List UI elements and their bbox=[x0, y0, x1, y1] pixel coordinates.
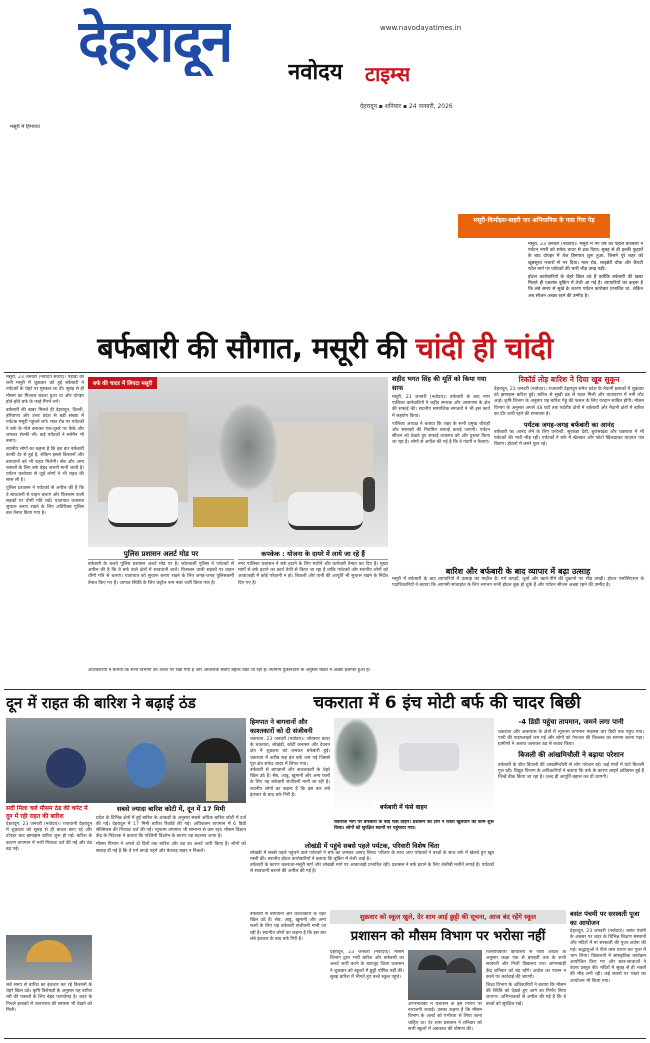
center-right-story bbox=[392, 375, 490, 565]
business-title: बारिश और बर्फबारी के बाद व्यापार में बढ़ा उत्साह bbox=[445, 567, 591, 576]
orange-callout bbox=[458, 214, 610, 238]
center-right-para: पालिका अध्यक्ष ने बताया कि शहर के सभी प्रमुख चौराहों और स्मारकों की नियमित सफाई कराई जाएगी। पर्यटन सीजन को देखते हुए सफाई व्यवस्था को और दुरुस्त किया जा रहा है। लोगों से अपील की गई है कि वे गंदगी न फैलाएं। bbox=[392, 421, 490, 446]
business-text: मसूरी में बर्फबारी के बाद व्यापारियों में उत्साह का माहौल है। गर्म कपड़ों, जूतों और खाने-पीने की दुकानों पर भीड़ उमड़ी। होटल एसोसिएशन के पदाधिकारियों ने बताया कि आगामी सप्ताहांत के लिए लगभग सभी होटल बुक हो चुके हैं और पर्यटन सीजन अच्छा रहने की उम्मीद है। bbox=[392, 577, 644, 589]
section2-left-headline: दून में राहत की बारिश ने बढ़ाई ठंड bbox=[6, 694, 196, 712]
jeep-window bbox=[30, 185, 110, 230]
section2-right-para2: बर्फबारी के कारण चकराता-मसूरी मार्ग और लोखंडी मार्ग पर आवाजाही प्रभावित रही। प्रशासन ने बर्फ हटाने के लिए जेसीबी मशीनें लगाई हैं। पर्यटकों से सावधानी बरतने की अपील की गई है। bbox=[250, 862, 494, 875]
car bbox=[288, 492, 363, 530]
police-box-text: बर्फबारी के चलते पुलिस प्रशासन अलर्ट मोड पर है। कोतवाली पुलिस ने पर्यटकों से अपील की है कि वे बर्फ वाले क्षेत्रों में सावधानी बरतें। फिसलन वाली सड़कों पर वाहन धीमी गति से चलाएं। यातायात को सुचारू बनाए रखने के लिए जगह-जगह पुलिसकर्मी तैनात किए गए हैं। आपात स्थिति के लिए कंट्रोल रूम नंबर जारी किया गया है। bbox=[88, 562, 234, 586]
umbrella bbox=[446, 958, 476, 973]
section2-left-sub: सर्दी मिला चले मौसम ठंड की चपेट में दून में रही राहत की बारिश bbox=[6, 805, 88, 820]
civic-box-title: कपकेक : योजना के दायरे में लाये जा रहे हैं bbox=[238, 549, 388, 560]
chakrata-photo bbox=[334, 718, 494, 818]
school-banner: शुक्रवार को स्कूल खुले, देर शाम आई छुट्टी की सूचना, आज बंद रहेंगे स्कूल bbox=[330, 910, 566, 924]
person bbox=[363, 477, 375, 512]
main-headline-part1: बर्फबारी की सौगात, मसूरी की bbox=[97, 331, 416, 365]
saraswati-title: बसंत पंचमी पर सरस्वती पूजा का आयोजन bbox=[570, 910, 640, 927]
masthead bbox=[0, 0, 650, 128]
section3-headline: प्रशासन को मौसम विभाग पर भरोसा नहीं bbox=[350, 929, 546, 944]
masthead-navoday: नवोदय bbox=[288, 60, 343, 85]
mall-road-photo bbox=[88, 377, 388, 547]
section2-right-headline: चकराता में 6 इंच मोटी बर्फ की चादर बिछी bbox=[313, 693, 581, 713]
top-right-para: होटल कारोबारियों के चेहरे खिल उठे हैं क्योंकि बर्फबारी की खबर मिलते ही एडवांस बुकिंग में तेजी आ गई है। व्यापारियों का कहना है कि लंबे समय से सूखे के कारण पर्यटन कारोबार प्रभावित था, लेकिन अब सीजन अच्छा रहने की उम्मीद है। bbox=[528, 275, 643, 299]
main-headline-part2: चांदी ही चांदी bbox=[415, 331, 553, 365]
temperature-box bbox=[498, 718, 644, 910]
civic-box-text: नगर पालिका प्रशासन ने बर्फ हटाने के लिए मशीनें और कर्मचारी तैनात कर दिए हैं। मुख्य मार्गों से बर्फ हटाने का कार्य तेजी से किया जा रहा है ताकि पर्यटकों और स्थानीय लोगों को आवाजाही में कोई परेशानी न हो। बिजली और पानी की आपूर्ति भी सुचारू रखने के निर्देश दिए गए हैं। bbox=[238, 562, 388, 586]
temperature-title: -4 डिग्री पहुंचा तापमान, जमने लगा पानी bbox=[518, 718, 624, 726]
rider bbox=[46, 748, 86, 788]
masthead-title: देहरादून bbox=[78, 7, 232, 75]
section3-col3 bbox=[486, 950, 566, 1035]
caption-label: बर्फबारी में फंसे वाहन bbox=[374, 802, 433, 812]
saraswati-text: देहरादून, 23 जनवरी (नवोदय)। बसंत पंचमी के अवसर पर शहर के विभिन्न शिक्षण संस्थानों और मंदिरों में मां सरस्वती की पूजा-अर्चना की गई। श्रद्धालुओं ने पीले वस्त्र धारण कर पूजा में भाग लिया। विद्यालयों में सांस्कृतिक कार्यक्रम आयोजित किए गए और छात्र-छात्राओं ने वंदना प्रस्तुत की। मंदिरों में सुबह से ही भक्तों की भीड़ लगी रही। कई स्थानों पर भंडारे का आयोजन भी किया गया। bbox=[570, 929, 646, 984]
masthead-times: टाइम्स bbox=[365, 62, 411, 86]
section2-mid-body bbox=[96, 805, 246, 1030]
power-title: बिजली की आंखमिचौली ने बढ़ाया परेशान bbox=[518, 751, 624, 760]
website: www.navodayatimes.in bbox=[380, 24, 462, 32]
top-right-column bbox=[528, 242, 643, 322]
tree bbox=[230, 120, 310, 260]
section3-col2 bbox=[408, 1002, 482, 1035]
police-box bbox=[88, 549, 234, 667]
umbrella bbox=[26, 940, 72, 962]
chakrata-bottom-cols bbox=[250, 912, 326, 1034]
umbrella-photo bbox=[6, 935, 92, 980]
saraswati-story bbox=[570, 910, 646, 1035]
rain-photo bbox=[6, 718, 246, 803]
rain-relief-box bbox=[494, 375, 644, 565]
person-head bbox=[340, 228, 354, 242]
photo-credit: मसूरी में हिमपात bbox=[10, 124, 40, 130]
divider bbox=[4, 372, 646, 373]
section3-body bbox=[330, 950, 566, 1035]
building bbox=[273, 422, 373, 502]
photo-label: बर्फ की चादर में लिपटा मसूरी bbox=[88, 377, 157, 389]
car bbox=[108, 487, 178, 527]
rider bbox=[126, 743, 166, 788]
tree bbox=[334, 718, 379, 788]
window bbox=[420, 180, 442, 208]
tree bbox=[150, 130, 220, 250]
section3-dateline: देहरादून, 23 जनवरी (नवोदय)। मौसम विभाग द्वारा भारी बारिश और बर्फबारी का अलर्ट जारी करने के बावजूद जिला प्रशासन ने शुक्रवार को स्कूलों में छुट्टी घोषित नहीं की। सुबह बारिश में भीगते हुए बच्चे स्कूल पहुंचे। bbox=[330, 950, 404, 980]
vehicle bbox=[399, 743, 459, 771]
rain-relief-sub-text: बर्फबारी का आनंद लेने के लिए धनोल्टी, सुरकंडा देवी, बुरांसखंडा और चकराता में भी पर्यटकों की भारी भीड़ रही। पर्यटकों ने बर्फ में खेलकर और फोटो खिंचवाकर यादगार पल बिताए। होटलों में कमरे फुल रहे। bbox=[494, 430, 644, 448]
orange-callout-text: मसूरी-किमोइस-बाहरी पार अभियानिक के पास गिरा पेड़ bbox=[473, 217, 595, 224]
rain-stats-title: सबसे ज्यादा बारिश कोटी में, दून में 17 मिमी bbox=[116, 805, 226, 813]
civic-box bbox=[238, 549, 388, 667]
section2-left-body bbox=[6, 805, 92, 1030]
students-photo bbox=[408, 950, 482, 1000]
car bbox=[410, 230, 520, 290]
top-right-dateline: मसूरी, 23 जनवरी (नवोदय)। मसूरी में नए वर्ष की पहली बर्फबारी ने पर्यटन नगरी को सफेद चादर से ढक दिया। सुबह से ही हल्की फुहारों के बाद दोपहर में तेज हिमपात शुरू हुआ, जिसने पूरे शहर को खूबसूरत नजारों से भर दिया। माल रोड, लाइब्रेरी चौक और कैंपटी फॉल मार्ग पर पर्यटकों की भारी भीड़ उमड़ पड़ी। bbox=[528, 242, 643, 272]
umbrella bbox=[418, 955, 448, 970]
section2-left-para2: मौसम विभाग ने अगले दो दिनों तक बारिश और ठंड का अलर्ट जारी किया है। लोगों को सलाह दी गई है कि वे गर्म कपड़े पहनें और बेवजह बाहर न निकलें। bbox=[96, 842, 246, 854]
left-para2: स्थानीय लोगों का कहना है कि इस बार बर्फबारी काफी देर से हुई है, लेकिन इससे किसानों और बागवानों को भी राहत मिलेगी। सेब और अन्य फसलों के लिए बर्फ बेहद जरूरी मानी जाती है। पर्यटन कारोबार से जुड़े लोगों ने भी राहत की सांस ली है। bbox=[6, 447, 84, 484]
window bbox=[385, 180, 407, 208]
window bbox=[455, 135, 477, 163]
rain-relief-text: देहरादून, 23 जनवरी (नवोदय)। राजधानी देहरादून समेत प्रदेश के मैदानी इलाकों में शुक्रवार को झमाझम बारिश हुई। बारिश से सूखी ठंड से राहत मिली और वातावरण में नमी लौट आई। कृषि विभाग के अनुसार यह बारिश गेहूं की फसल के लिए वरदान साबित होगी। मौसम विभाग के अनुसार अगले 48 घंटों तक पर्वतीय क्षेत्रों में बर्फबारी और मैदानी क्षेत्रों में बारिश का दौर जारी रहने की संभावना है। bbox=[494, 387, 644, 417]
section2-left-dateline: देहरादून, 23 जनवरी (नवोदय)। राजधानी देहरादून में शुक्रवार को सुबह से ही बादल छाए रहे और दोपहर बाद झमाझम बारिश शुरू हो गई। बारिश के कारण तापमान में भारी गिरावट दर्ज की गई और ठंड बढ़ गई। bbox=[6, 822, 92, 852]
window bbox=[385, 135, 407, 163]
rain-relief-title: रिकॉर्ड तोड़ बारिश ने दिया खूब सुकून bbox=[518, 375, 620, 384]
rain-stats-text: प्रदेश के विभिन्न क्षेत्रों में हुई बारिश के आंकड़ों के अनुसार सबसे अधिक बारिश कोटी में दर्ज की गई। देहरादून में 17 मिमी बारिश रिकॉर्ड की गई। अधिकतम तापमान में 6 डिग्री सेल्सियस की गिरावट दर्ज की गई। न्यूनतम तापमान भी सामान्य से कम रहा। मौसम विज्ञान केंद्र के निदेशक ने बताया कि पश्चिमी विक्षोभ के कारण यह बदलाव आया है। bbox=[96, 815, 246, 840]
bottom-strip-text: अधिकारियों ने बताया कि सभी विभागों को अलर्ट पर रखा गया है और आवश्यक सेवाएं बहाल रखी जा रही हैं। स्थानीय दुकानदारों के अनुसार बिक्री में अच्छा इजाफा हुआ है। bbox=[88, 668, 371, 673]
jeep bbox=[0, 165, 170, 280]
center-right-title: शहीद भगत सिंह की मूर्ति को किया गया साफ bbox=[392, 375, 487, 392]
person bbox=[333, 238, 361, 293]
section2-right-col2 bbox=[250, 842, 494, 910]
dateline: देहरादून ▪ शनिवार ▪ 24 जनवरी, 2026 bbox=[360, 103, 453, 110]
chakrata-bottom-text: बर्फबारी से बागवानों और काश्तकारों के चेहरे खिल उठे हैं। सेब, आडू, खुमानी और अन्य फलों के लिए यह बर्फबारी संजीवनी मानी जा रही है। स्थानीय लोगों का कहना है कि इस बार लंबे इंतजार के बाद बर्फ गिरी है। bbox=[250, 912, 326, 942]
lokhandi-title: लोखंडी में पहुंचे सबसे पहले पर्यटक, परिवारी विशेष चिंता bbox=[304, 842, 440, 850]
police-box-title: पुलिस प्रशासन अलर्ट मोड पर bbox=[88, 549, 234, 560]
lokhandi-text: लोखंडी में सबसे पहले पहुंचने वाले पर्यटकों ने बर्फ का जमकर आनंद लिया। परिवार के साथ आए पर्यटकों ने बच्चों के साथ बर्फ में खेलते हुए खूब मस्ती की। स्थानीय होटल कारोबारियों ने बताया कि बुकिंग में तेजी आई है। bbox=[250, 850, 494, 862]
jeep-wheel bbox=[110, 255, 150, 295]
window bbox=[455, 180, 477, 208]
umbrella bbox=[191, 738, 241, 763]
section3-para3: शिक्षा विभाग के अधिकारियों ने बताया कि मौसम की स्थिति को देखते हुए आगे का निर्णय लिया जाएगा। अभिभावकों से अपील की गई है कि वे बच्चों को सुरक्षित रखें। bbox=[486, 983, 566, 1007]
tree bbox=[218, 402, 278, 492]
section2-right-sub: हिमपात ने बागवानों और काश्तकारों को दी संजीवनी bbox=[250, 718, 313, 735]
left-story-column bbox=[6, 375, 84, 675]
person bbox=[206, 763, 228, 801]
left-dateline: मसूरी, 23 जनवरी (नवोदय संवाद)। पहाड़ों की रानी मसूरी में शुक्रवार को हुई बर्फबारी ने पर्यटकों के चेहरे पर मुस्कान ला दी। सुबह से ही मौसम का मिजाज बदला हुआ था और दोपहर होते-होते बर्फ के फाहे गिरने लगे। bbox=[6, 375, 84, 405]
center-right-dateline: मसूरी, 23 जनवरी (नवोदय)। बर्फबारी के बाद नगर पालिका कर्मचारियों ने शहीद स्मारक और आसपास के क्षेत्र की सफाई की। स्थानीय सामाजिक संगठनों ने भी इस कार्य में सहयोग किया। bbox=[392, 395, 490, 419]
temperature-text: चकराता और आसपास के क्षेत्रों में न्यूनतम तापमान माइनस चार डिग्री तक पहुंच गया। पानी की पाइपलाइनें जम गईं और लोगों को पेयजल की किल्लत का सामना करना पड़ा। ग्रामीणों ने अलाव जलाकर ठंड से बचाव किया। bbox=[498, 729, 644, 747]
power-text: बर्फबारी के बीच बिजली की आंखमिचौली से लोग परेशान रहे। कई गांवों में घंटों बिजली गुल रही। विद्युत विभाग के अधिकारियों ने बताया कि बर्फ के कारण लाइनें क्षतिग्रस्त हुई हैं जिन्हें ठीक किया जा रहा है। जल्द ही आपूर्ति बहाल कर दी जाएगी। bbox=[498, 762, 644, 781]
section3-col1 bbox=[330, 950, 404, 1035]
divider bbox=[4, 1038, 646, 1039]
left-para3: पुलिस प्रशासन ने पर्यटकों से अपील की है कि वे सावधानी से वाहन चलाएं और फिसलन वाली सड़कों पर धीमी गति रखें। यातायात व्यवस्था सुचारू बनाए रखने के लिए अतिरिक्त पुलिस बल तैनात किया गया है। bbox=[6, 486, 84, 517]
section3-para2: जिलाधिकारी कार्यालय से जारी आदेश के अनुसार कक्षा एक से बारहवीं तक के सभी सरकारी और निजी विद्यालय तथा आंगनबाड़ी केंद्र शनिवार को बंद रहेंगे। आदेश का पालन न करने पर कार्रवाई की जाएगी। bbox=[486, 950, 566, 980]
section2-right-dateline: चकराता, 23 जनवरी (नवोदय)। जौनसार बावर के चकराता, लोखंडी, कोटी कनासर और देववन क्षेत्र में शुक्रवार को जमकर बर्फबारी हुई। चकराता में करीब छह इंच बर्फ जम गई जिससे पूरा क्षेत्र सफेद चादर में लिपट गया। bbox=[250, 737, 330, 767]
section2-right-para1: बर्फबारी से बागवानों और काश्तकारों के चेहरे खिल उठे हैं। सेब, आडू, खुमानी और अन्य फलों के लिए यह बर्फबारी संजीवनी मानी जा रही है। स्थानीय लोगों का कहना है कि इस बार लंबे इंतजार के बाद बर्फ गिरी है। bbox=[250, 768, 330, 798]
business-story bbox=[392, 566, 644, 686]
section2-left-para1: लंबे समय से बारिश का इंतजार कर रहे किसानों के चेहरे खिल उठे। कृषि विशेषज्ञों के अनुसार यह बारिश रबी की फसलों के लिए बेहद फायदेमंद है। शहर के निचले इलाकों में जलभराव की समस्या भी देखने को मिली। bbox=[6, 983, 92, 1013]
left-para1: बर्फबारी की खबर मिलते ही देहरादून, दिल्ली, हरियाणा और उत्तर प्रदेश से बड़ी संख्या में पर्यटक मसूरी पहुंचने लगे। माल रोड पर पर्यटकों ने बर्फ के गोले बनाकर एक-दूसरे पर फेंके और जमकर सेल्फी ली। कई पर्यटकों ने स्नोमैन भी बनाए। bbox=[6, 408, 84, 445]
main-headline bbox=[0, 325, 650, 371]
car bbox=[180, 235, 275, 290]
yellow-box bbox=[193, 497, 248, 527]
section3-para1: अभिभावकों ने प्रशासन के इस निर्णय पर नाराजगी जताई। उनका कहना है कि मौसम विभाग के अलर्ट को गंभीरता से लिया जाना चाहिए था। देर शाम प्रशासन ने शनिवार को सभी स्कूलों में अवकाश की घोषणा की। bbox=[408, 1002, 482, 1032]
chakrata-photo-sub: चकराता मार्ग पर बर्फबारी के बाद फंसे वाहन। प्रशासन की टीम ने रास्ता खुलवाने का काम शुरू किया। लोगों को सुरक्षित स्थानों पर पहुंचाया गया। bbox=[334, 820, 494, 832]
window bbox=[420, 135, 442, 163]
rain-relief-sub: पर्यटक जगह-जगह बर्फबारी का आनंद bbox=[523, 421, 615, 430]
